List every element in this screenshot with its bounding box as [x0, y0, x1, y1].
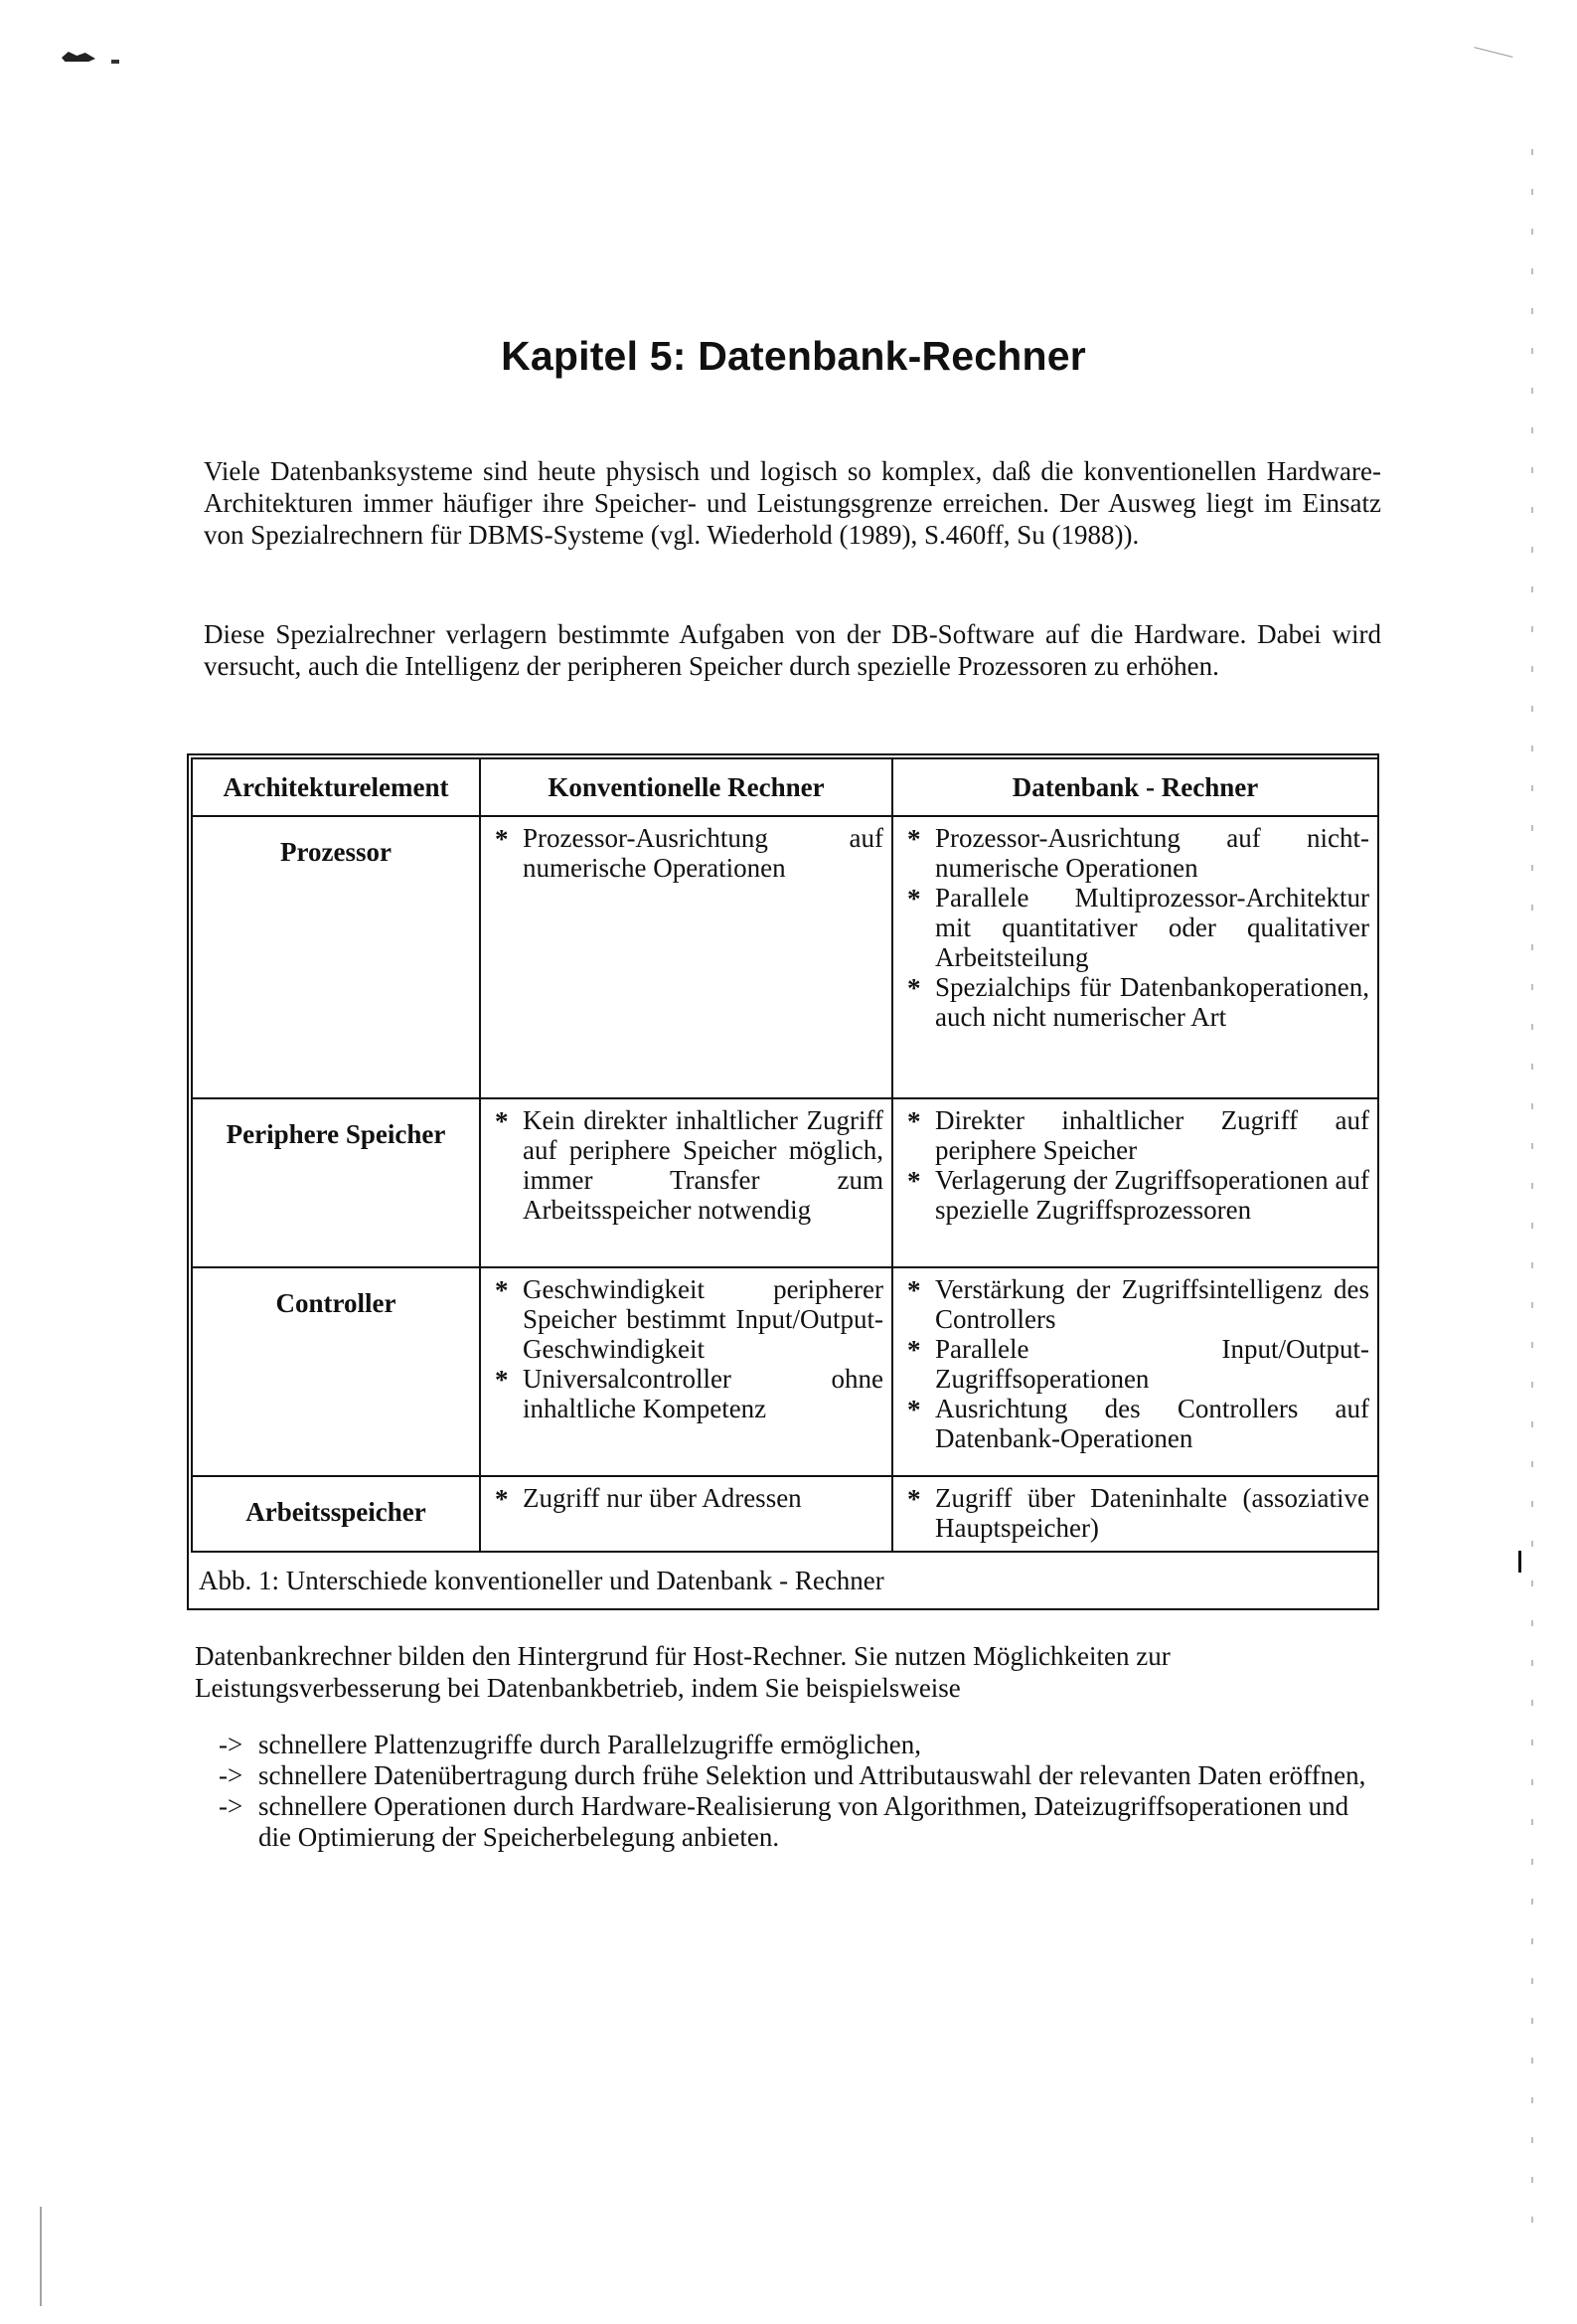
column-header: Datenbank - Rechner — [892, 758, 1378, 816]
table-row — [192, 1267, 1378, 1476]
list-item-text: schnellere Operationen durch Hardware-Realisierung von Algorithmen, Dateizugriffsoperationen und die Optimierung der Speicherbelegung anbieten. — [258, 1791, 1349, 1852]
list-item-text: schnellere Datenübertragung durch frühe Selektion und Attributauswahl der relevanten Daten eröffnen, — [258, 1760, 1366, 1790]
list-item: * Direkter inhaltlicher Zugriff auf periphere Speicher — [903, 1105, 1369, 1165]
cell-datenbank — [892, 1476, 1378, 1552]
list-item — [219, 1791, 1371, 1853]
list-item: * Kein direkter inhaltlicher Zugriff auf periphere Speicher möglich, immer Transfer zum Arbeitsspeicher notwendig — [491, 1105, 883, 1225]
arrow-marker: -> — [219, 1791, 243, 1821]
list-item: * Universalcontroller ohne inhaltliche Kompetenz — [491, 1364, 883, 1423]
table-row — [192, 816, 1378, 1098]
row-header: Arbeitsspeicher — [192, 1476, 480, 1552]
list-item: * Parallele Input/Output-Zugriffsoperationen — [903, 1334, 1369, 1394]
list-item: * Ausrichtung des Controllers auf Datenbank-Operationen — [903, 1394, 1369, 1453]
table-header-row — [192, 758, 1378, 816]
page-title: Kapitel 5: Datenbank-Rechner — [501, 333, 1086, 379]
list-item — [219, 1760, 1371, 1791]
row-header: Periphere Speicher — [192, 1098, 480, 1267]
cell-datenbank — [892, 1098, 1378, 1267]
third-paragraph: Datenbankrechner bilden den Hintergrund für Host-Rechner. Sie nutzen Möglichkeiten zur Leistungsverbesserung bei Datenbankbetrieb, indem Sie beispielsweise — [195, 1641, 1171, 1703]
list-item: * Verlagerung der Zugriffsoperationen auf spezielle Zugriffsprozessoren — [903, 1165, 1369, 1225]
list-item: * Prozessor-Ausrichtung auf numerische Operationen — [491, 823, 883, 883]
scan-artifact — [40, 2207, 42, 2306]
cell-konventionell — [480, 1476, 892, 1552]
figure-caption: Abb. 1: Unterschiede konventioneller und Datenbank - Rechner — [199, 1566, 884, 1595]
scan-artifact — [111, 60, 119, 64]
table-row — [192, 1098, 1378, 1267]
scan-edge-marks — [1531, 149, 1533, 2237]
intro-paragraph: Viele Datenbanksysteme sind heute physisch und logisch so komplex, daß die konventionellen Hardware-Architekturen immer häufiger ihre Speicher- und Leistungsgrenze erreichen. Der Ausweg liegt im Einsatz von Spezialrechnern für DBMS-Systeme (vgl. Wiederhold (1989), S.460ff, Su (1988)). — [204, 456, 1381, 550]
list-item: * Verstärkung der Zugriffsintelligenz des Controllers — [903, 1274, 1369, 1334]
scan-artifact — [1474, 47, 1512, 58]
list-item: * Zugriff über Dateninhalte (assoziative Hauptspeicher) — [903, 1483, 1369, 1543]
column-header: Architekturelement — [192, 758, 480, 816]
cell-konventionell — [480, 1267, 892, 1476]
row-header: Prozessor — [192, 816, 480, 1098]
comparison-table — [191, 757, 1379, 1553]
second-paragraph: Diese Spezialrechner verlagern bestimmte Aufgaben von der DB-Software auf die Hardware. Dabei wird versucht, auch die Intelligenz der peripheren Speicher durch spezielle Prozessoren zu erhöhen. — [204, 619, 1381, 681]
arrow-list — [219, 1730, 1371, 1853]
list-item: * Prozessor-Ausrichtung auf nicht-numerische Operationen — [903, 823, 1369, 883]
cell-datenbank — [892, 816, 1378, 1098]
cell-datenbank — [892, 1267, 1378, 1476]
row-header: Controller — [192, 1267, 480, 1476]
column-header: Konventionelle Rechner — [480, 758, 892, 816]
list-item: * Spezialchips für Datenbankoperationen, auch nicht numerischer Art — [903, 972, 1369, 1032]
list-item: * Zugriff nur über Adressen — [491, 1483, 883, 1513]
scan-artifact — [62, 52, 95, 62]
arrow-marker: -> — [219, 1760, 243, 1790]
cell-konventionell — [480, 1098, 892, 1267]
arrow-marker: -> — [219, 1730, 243, 1759]
list-item-text: schnellere Plattenzugriffe durch Parallelzugriffe ermöglichen, — [258, 1730, 921, 1759]
list-item: * Parallele Multiprozessor-Architektur mit quantitativer oder qualitativer Arbeitsteilung — [903, 883, 1369, 972]
list-item — [219, 1730, 1371, 1760]
list-item: * Geschwindigkeit peripherer Speicher bestimmt Input/Output-Geschwindigkeit — [491, 1274, 883, 1364]
cell-konventionell — [480, 816, 892, 1098]
scan-artifact — [1518, 1551, 1521, 1573]
table-row — [192, 1476, 1378, 1552]
